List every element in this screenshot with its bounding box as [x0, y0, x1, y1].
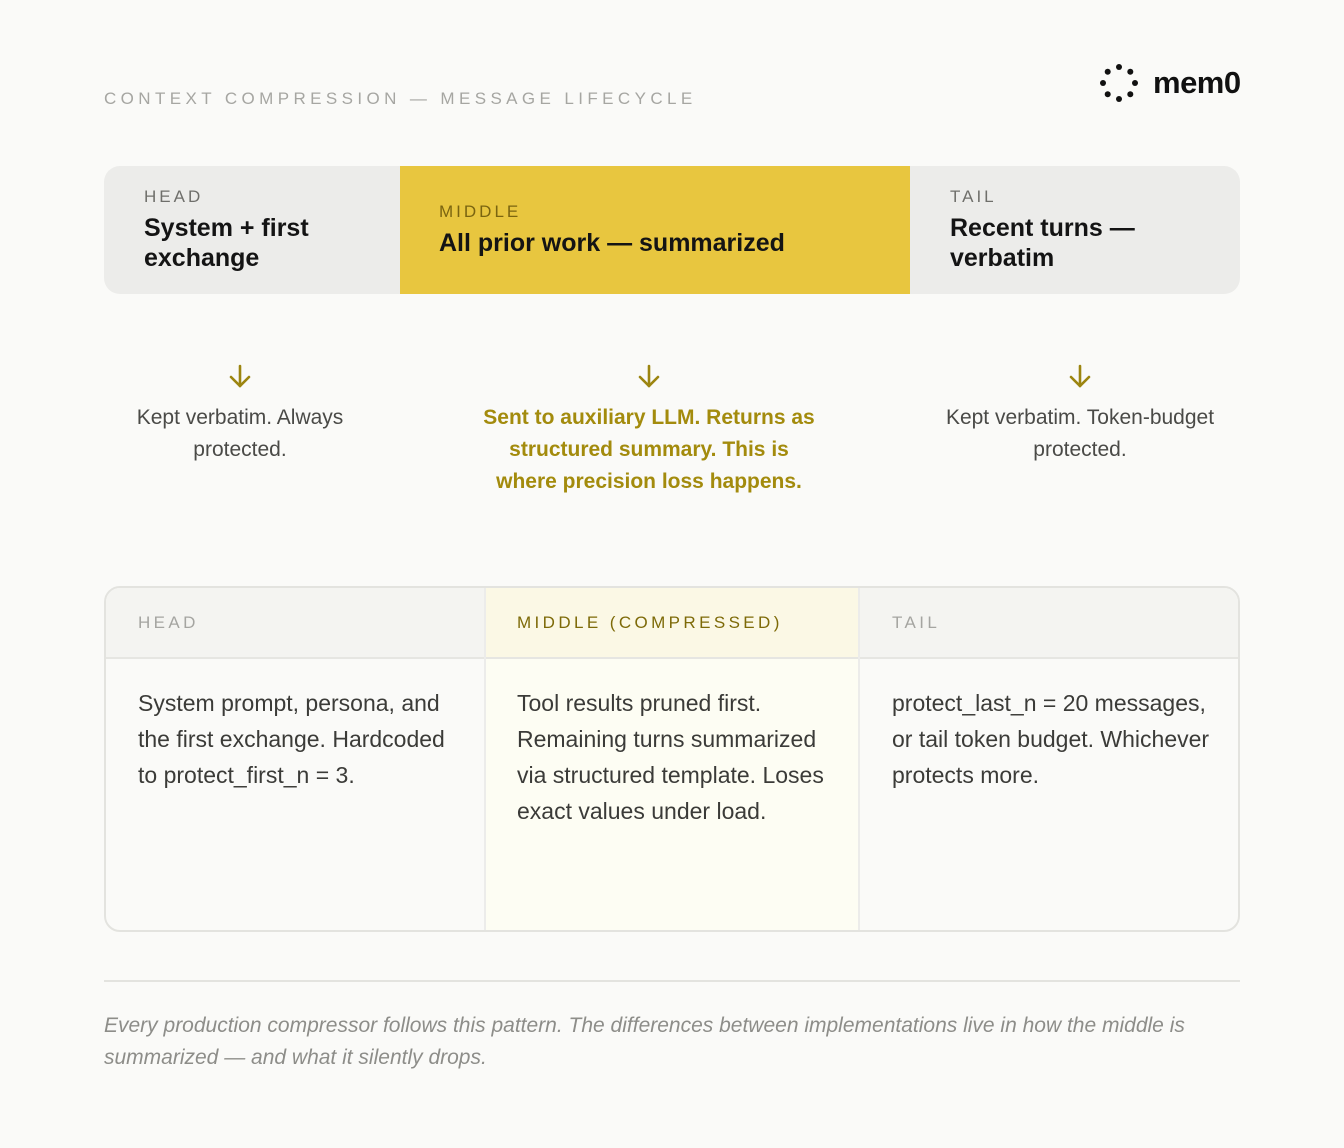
- table-column-header: MIDDLE (COMPRESSED): [486, 588, 858, 659]
- segment-title: Recent turns — verbatim: [950, 214, 1135, 272]
- lifecycle-segment-bar: [104, 166, 1240, 294]
- table-column-header: TAIL: [860, 588, 1238, 659]
- note-head: [100, 360, 380, 466]
- segment-label: MIDDLE: [439, 202, 522, 221]
- table-cell: System prompt, persona, and the first exchange. Hardcoded to protect_first_n = 3.: [138, 690, 445, 788]
- note-text: Kept verbatim. Always protected.: [136, 406, 344, 461]
- table-column-tail: [860, 588, 1238, 930]
- table-column-middle: [484, 588, 860, 930]
- note-text: Kept verbatim. Token-budget protected.: [945, 406, 1215, 461]
- segment-middle: [400, 166, 910, 294]
- segment-title: System + first exchange: [144, 214, 309, 272]
- note-text: Sent to auxiliary LLM. Returns as structured summary. This is where precision loss happens.: [483, 406, 815, 493]
- mem0-logo: [1099, 63, 1241, 103]
- segment-tail: [910, 166, 1240, 294]
- page-title: CONTEXT COMPRESSION — MESSAGE LIFECYCLE: [104, 89, 697, 108]
- table-column-header: HEAD: [106, 588, 484, 659]
- segment-title: All prior work — summarized: [439, 229, 785, 257]
- arrow-down-icon: [479, 360, 819, 392]
- segment-label: TAIL: [950, 187, 997, 206]
- footer-caption: Every production compressor follows this pattern. The differences between implementations live in how the middle is summarized — and what it silently drops.: [104, 1014, 1185, 1069]
- table-cell: protect_last_n = 20 messages, or tail token budget. Whichever protects more.: [892, 690, 1210, 788]
- comparison-table: [104, 586, 1240, 932]
- note-tail: [920, 360, 1240, 466]
- dotted-circle-logo-icon: [1099, 63, 1139, 103]
- segment-label: HEAD: [144, 187, 204, 206]
- arrow-down-icon: [100, 360, 380, 392]
- note-middle: [479, 360, 819, 498]
- arrow-down-icon: [920, 360, 1240, 392]
- logo-text: mem0: [1153, 65, 1241, 100]
- table-column-head: [106, 588, 484, 930]
- segment-head: [104, 166, 400, 294]
- table-cell: Tool results pruned first. Remaining turns summarized via structured template. Loses exact values under load.: [517, 690, 824, 824]
- footer-divider: [104, 980, 1240, 982]
